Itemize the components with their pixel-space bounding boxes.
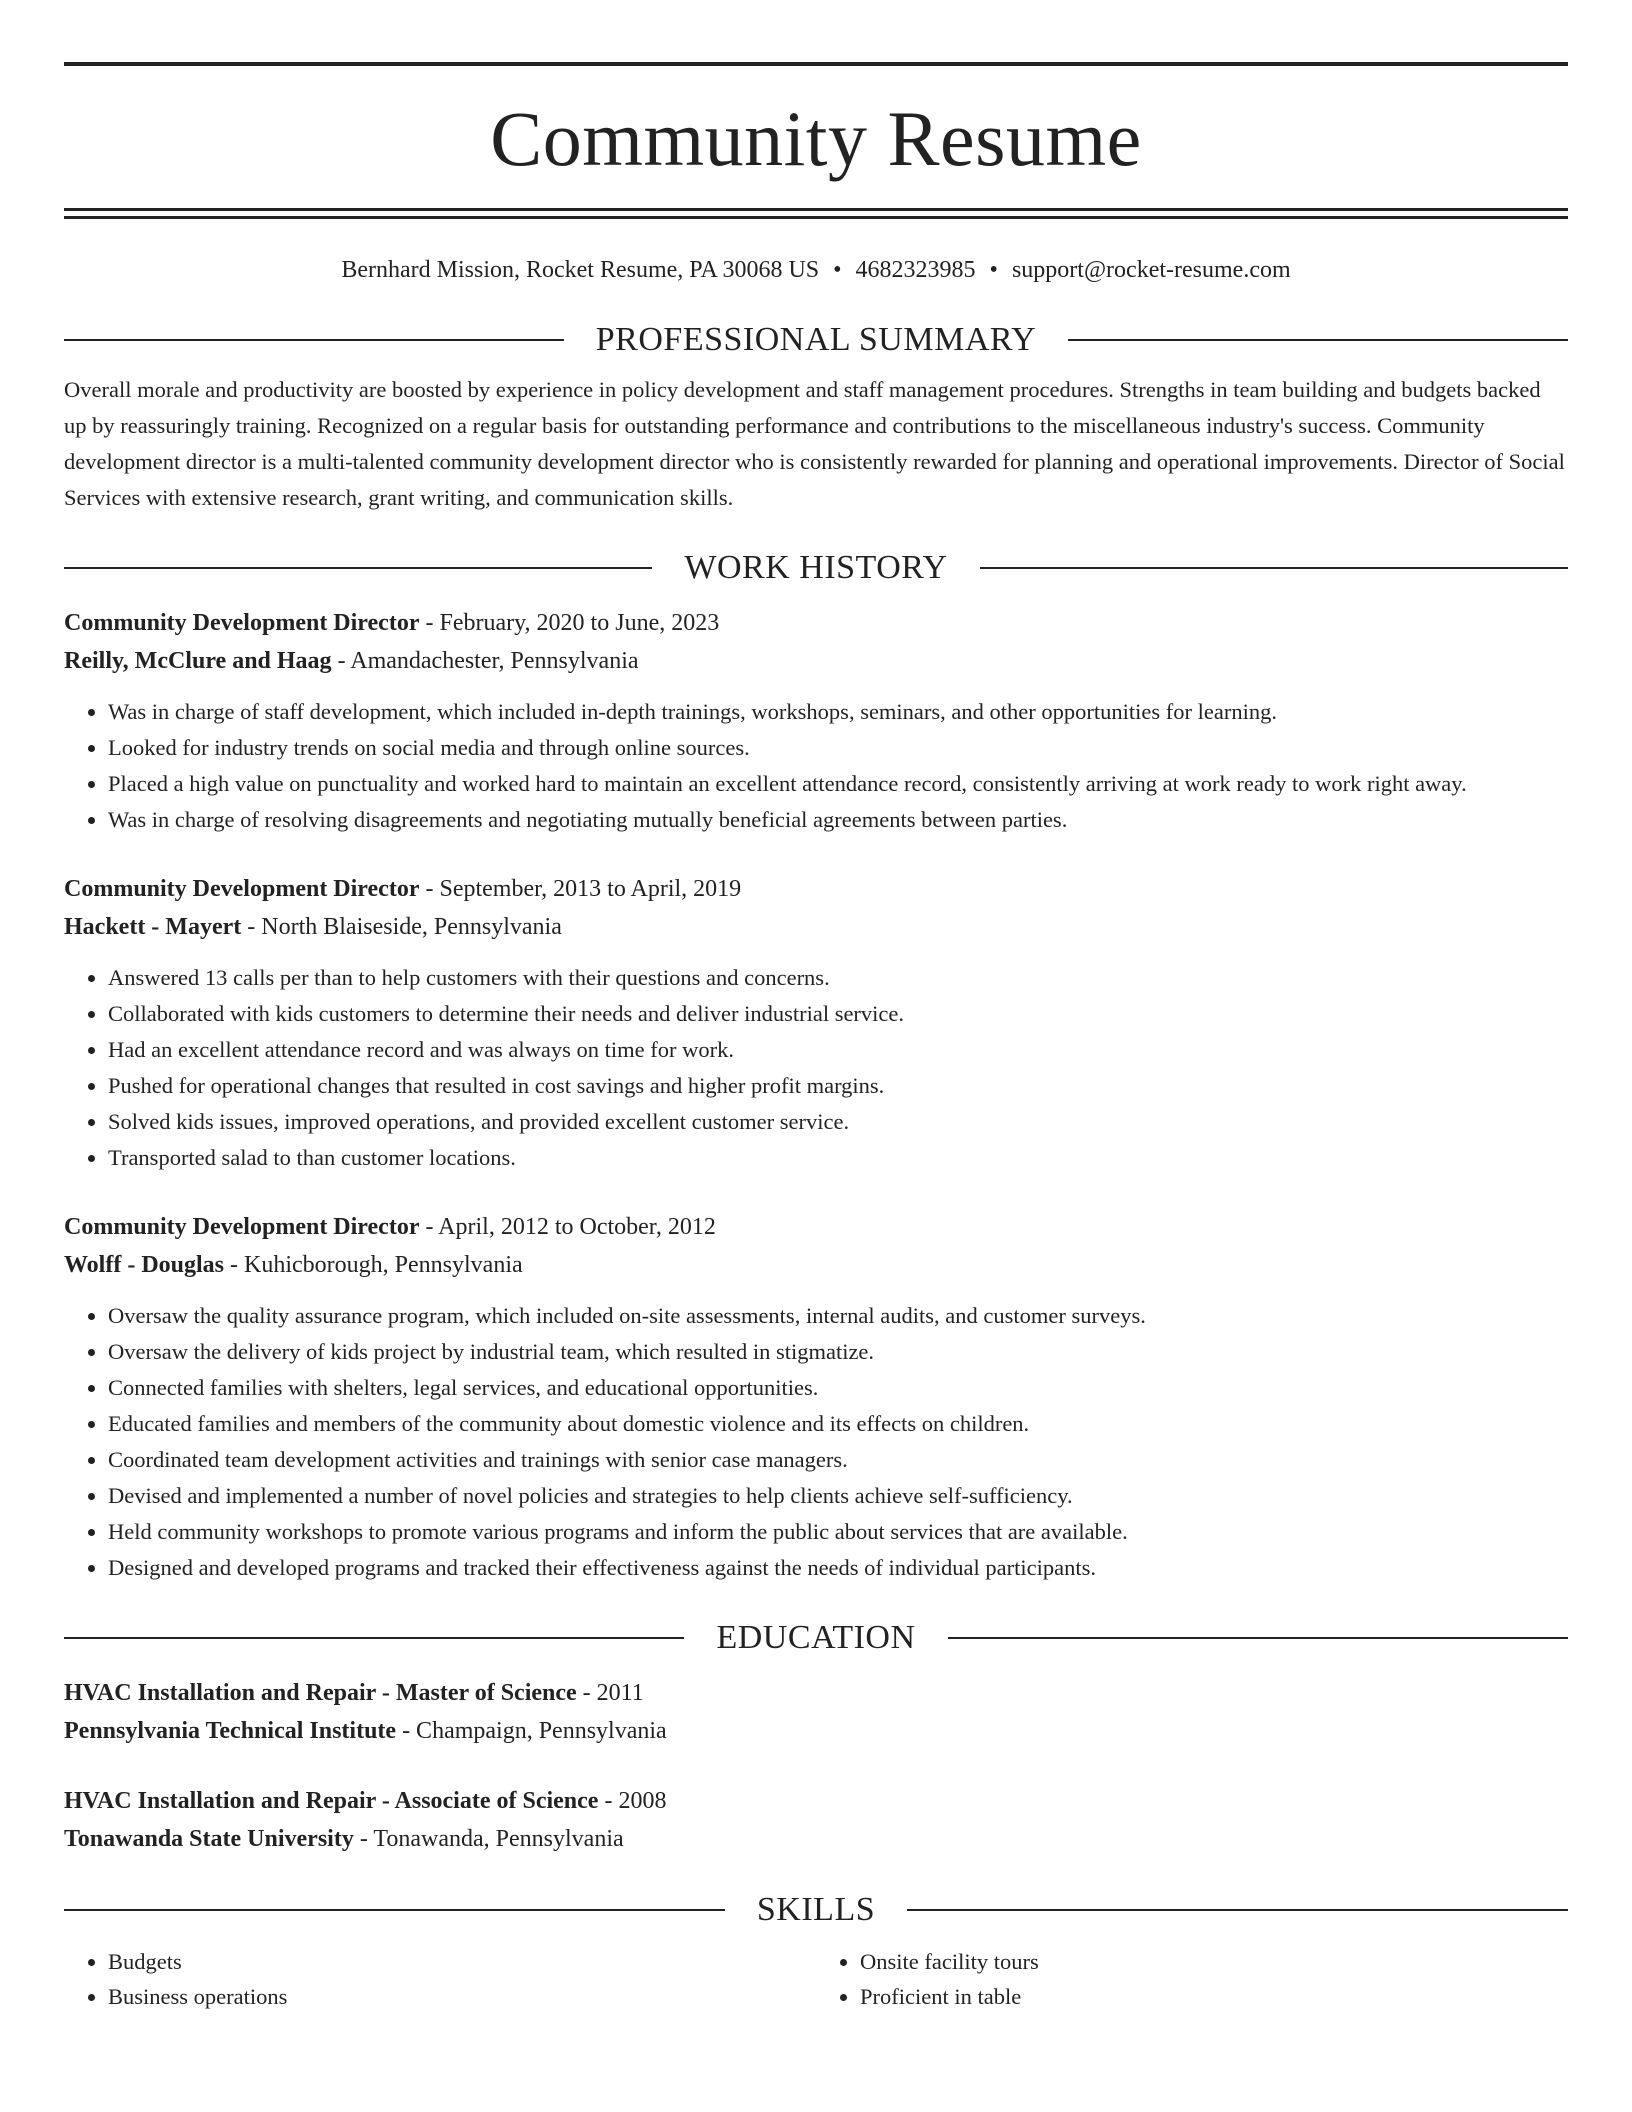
contact-phone: 4682323985 <box>855 257 976 283</box>
contact-email[interactable]: support@rocket-resume.com <box>1011 257 1291 283</box>
job-location: - Amandachester, Pennsylvania <box>331 648 639 674</box>
list-item: • Had an excellent attendance record and was always on time for work. <box>108 1032 1568 1068</box>
job-location: - North Blaiseside, Pennsylvania <box>241 914 562 940</box>
skills-column-left <box>64 1944 816 2014</box>
list-item: • Oversaw the delivery of kids project by industrial team, which resulted in stigmatize. <box>108 1334 1568 1370</box>
skill-item: • Budgets <box>108 1944 816 1979</box>
divider <box>64 567 652 569</box>
school: Pennsylvania Technical Institute <box>64 1718 397 1744</box>
section-title: EDUCATION <box>716 1619 916 1656</box>
list-item: • Pushed for operational changes that resulted in cost savings and higher profit margins. <box>108 1068 1568 1104</box>
section-header-skills <box>64 1888 1568 1932</box>
job-employer-line <box>64 1246 1568 1284</box>
summary-paragraph: Overall morale and productivity are boosted by experience in policy development and staff management procedures. Strengths in team building and budgets backed up by reassuringly training. Recognized on a regular basis for outstanding performance and contributions to the miscellaneous industry's success. Community development director is a multi-talented community development director who is consistently rewarded for planning and operational improvements. Director of Social Services with extensive research, grant writing, and communication skills. <box>64 377 1565 510</box>
job-title-line <box>64 1208 1568 1246</box>
education-entry <box>64 1782 1568 1858</box>
double-rule <box>64 208 1568 219</box>
job-bullets <box>64 694 1568 838</box>
list-item: • Solved kids issues, improved operations, and provided excellent customer service. <box>108 1104 1568 1140</box>
list-item: • Coordinated team development activities and trainings with senior case managers. <box>108 1442 1568 1478</box>
list-item: • Transported salad to than customer locations. <box>108 1140 1568 1176</box>
divider <box>980 567 1568 569</box>
school-location: - Tonawanda, Pennsylvania <box>353 1826 624 1852</box>
job-dates: - April, 2012 to October, 2012 <box>419 1214 716 1240</box>
job-entry <box>64 870 1568 1176</box>
school: Tonawanda State University <box>64 1826 354 1852</box>
job-bullets <box>64 960 1568 1176</box>
degree: HVAC Installation and Repair - Master of Science <box>64 1680 577 1706</box>
job-title-line <box>64 870 1568 908</box>
divider <box>1068 339 1568 341</box>
section-header-education <box>64 1616 1568 1660</box>
job-title: Community Development Director <box>64 876 420 902</box>
job-title-line <box>64 604 1568 642</box>
degree-year: - 2011 <box>576 1680 644 1706</box>
degree: HVAC Installation and Repair - Associate of Science <box>64 1788 599 1814</box>
divider <box>948 1637 1568 1639</box>
list-item: • Collaborated with kids customers to determine their needs and deliver industrial service. <box>108 996 1568 1032</box>
job-location: - Kuhicborough, Pennsylvania <box>224 1252 523 1278</box>
contact-separator: • <box>833 257 842 283</box>
skills-column-right <box>816 1944 1568 2014</box>
section-header-summary <box>64 318 1568 362</box>
school-location: - Champaign, Pennsylvania <box>396 1718 667 1744</box>
divider <box>64 339 564 341</box>
resume-page <box>64 0 1568 2014</box>
list-item: • Looked for industry trends on social media and through online sources. <box>108 730 1568 766</box>
list-item: • Placed a high value on punctuality and worked hard to maintain an excellent attendance record, consistently arriving at work ready to work right away. <box>108 766 1568 802</box>
job-bullets <box>64 1298 1568 1586</box>
contact-separator: • <box>989 257 998 283</box>
degree-line <box>64 1674 1568 1712</box>
section-header-work <box>64 546 1568 590</box>
list-item: • Was in charge of resolving disagreements and negotiating mutually beneficial agreements between parties. <box>108 802 1568 838</box>
top-rule <box>64 62 1568 66</box>
job-employer: Reilly, McClure and Haag <box>64 648 332 674</box>
degree-year: - 2008 <box>598 1788 667 1814</box>
list-item: • Connected families with shelters, legal services, and educational opportunities. <box>108 1370 1568 1406</box>
divider <box>64 1909 725 1911</box>
skills-grid <box>64 1944 1568 2014</box>
school-line <box>64 1820 1568 1858</box>
job-entry <box>64 1208 1568 1586</box>
school-line <box>64 1712 1568 1750</box>
list-item: • Designed and developed programs and tracked their effectiveness against the needs of individual participants. <box>108 1550 1568 1586</box>
job-employer: Wolff - Douglas <box>64 1252 225 1278</box>
education-entry <box>64 1674 1568 1750</box>
job-dates: - September, 2013 to April, 2019 <box>419 876 742 902</box>
list-item: • Was in charge of staff development, which included in-depth trainings, workshops, seminars, and other opportunities for learning. <box>108 694 1568 730</box>
job-title: Community Development Director <box>64 610 420 636</box>
section-title: PROFESSIONAL SUMMARY <box>595 321 1037 358</box>
list-item: • Educated families and members of the community about domestic violence and its effects on children. <box>108 1406 1568 1442</box>
section-title: WORK HISTORY <box>684 549 948 586</box>
job-employer: Hackett - Mayert <box>64 914 242 940</box>
divider <box>907 1909 1568 1911</box>
skill-item: • Onsite facility tours <box>860 1944 1568 1979</box>
skill-item: • Proficient in table <box>860 1979 1568 2014</box>
skill-item: • Business operations <box>108 1979 816 2014</box>
divider <box>64 1637 684 1639</box>
list-item: • Oversaw the quality assurance program, which included on-site assessments, internal audits, and customer surveys. <box>108 1298 1568 1334</box>
job-employer-line <box>64 908 1568 946</box>
degree-line <box>64 1782 1568 1820</box>
section-title: SKILLS <box>756 1891 876 1928</box>
list-item: • Answered 13 calls per than to help customers with their questions and concerns. <box>108 960 1568 996</box>
job-dates: - February, 2020 to June, 2023 <box>419 610 720 636</box>
job-entry <box>64 604 1568 838</box>
contact-address: Bernhard Mission, Rocket Resume, PA 30068 US <box>341 257 820 283</box>
list-item: • Devised and implemented a number of novel policies and strategies to help clients achieve self-sufficiency. <box>108 1478 1568 1514</box>
contact-line <box>64 252 1568 288</box>
resume-title: Community Resume <box>490 95 1142 182</box>
list-item: • Held community workshops to promote various programs and inform the public about services that are available. <box>108 1514 1568 1550</box>
job-title: Community Development Director <box>64 1214 420 1240</box>
job-employer-line <box>64 642 1568 680</box>
